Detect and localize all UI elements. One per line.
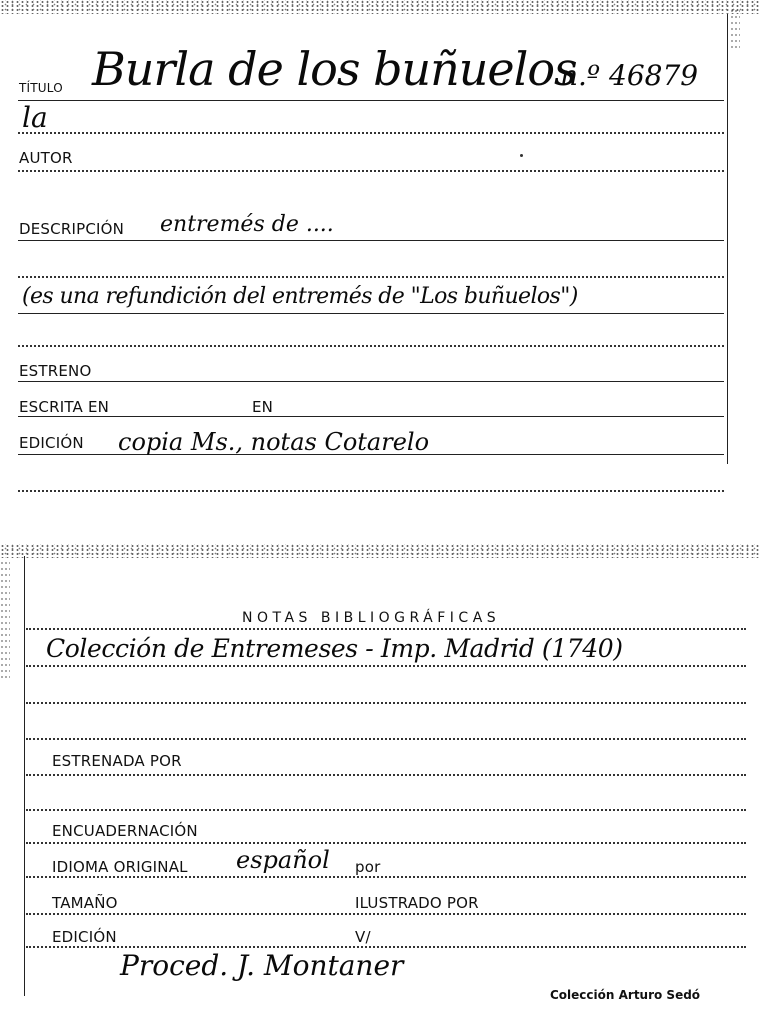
notas-heading: NOTAS BIBLIOGRÁFICAS (242, 610, 501, 626)
row-rule (26, 809, 746, 811)
titulo-handwritten: Burla de los buñuelos (92, 42, 577, 96)
descripcion-label: DESCRIPCIÓN (19, 220, 125, 238)
row-rule (26, 702, 746, 704)
row-rule (18, 416, 724, 417)
proced-handwritten: Proced. J. Montaner (120, 949, 404, 982)
catalog-card-bottom (0, 540, 759, 1028)
card-edge-texture (0, 0, 759, 14)
row-rule (18, 240, 724, 241)
card-edge-texture (0, 544, 759, 558)
encuadernacion-label: ENCUADERNACIÓN (52, 822, 198, 840)
row-rule (26, 946, 746, 948)
row-rule (26, 665, 746, 667)
card-edge-texture (730, 8, 740, 48)
card-border (24, 556, 25, 996)
numero-handwritten: n.º 46879 (560, 59, 699, 92)
row-rule (18, 345, 724, 347)
row-rule (18, 276, 724, 278)
row-rule (26, 876, 746, 878)
escrita-en-label: ESCRITA EN (19, 398, 110, 416)
descripcion-handwritten: entremés de .... (160, 212, 334, 237)
card-border (727, 14, 728, 464)
row-rule (18, 381, 724, 382)
notas-handwritten: Colección de Entremeses - Imp. Madrid (1740) (46, 634, 623, 663)
row-rule (26, 774, 746, 776)
edicion-label: EDICIÓN (19, 434, 84, 452)
row-rule (26, 628, 746, 630)
ilustrado-por-label: ILUSTRADO POR (355, 894, 479, 912)
card-edge-texture (0, 560, 10, 680)
edicion-handwritten: copia Ms., notas Cotarelo (118, 428, 430, 456)
titulo-label: TÍTULO (19, 81, 63, 95)
estreno-label: ESTRENO (19, 362, 92, 380)
edicion-label-bottom: EDICIÓN (52, 928, 117, 946)
row-rule (26, 738, 746, 740)
v-label: V/ (355, 928, 371, 946)
row-rule (18, 170, 724, 172)
estrenada-por-label: ESTRENADA POR (52, 752, 182, 770)
row-rule (26, 913, 746, 915)
ink-speck (520, 154, 523, 157)
collection-footer: Colección Arturo Sedó (550, 988, 701, 1002)
row-rule (18, 100, 724, 101)
descripcion-cont-handwritten: (es una refundición del entremés de "Los buñuelos") (22, 284, 578, 309)
row-rule (18, 132, 724, 134)
titulo-cont-handwritten: la (22, 101, 48, 134)
idioma-original-label: IDIOMA ORIGINAL (52, 858, 188, 876)
idioma-handwritten: español (236, 846, 330, 874)
tamano-label: TAMAÑO (52, 894, 118, 912)
catalog-card-top (0, 0, 759, 495)
row-rule (18, 313, 724, 314)
row-rule (26, 842, 746, 844)
row-rule (18, 490, 724, 492)
en-label: EN (252, 398, 274, 416)
autor-label: AUTOR (19, 149, 73, 167)
por-label: por (355, 858, 381, 876)
